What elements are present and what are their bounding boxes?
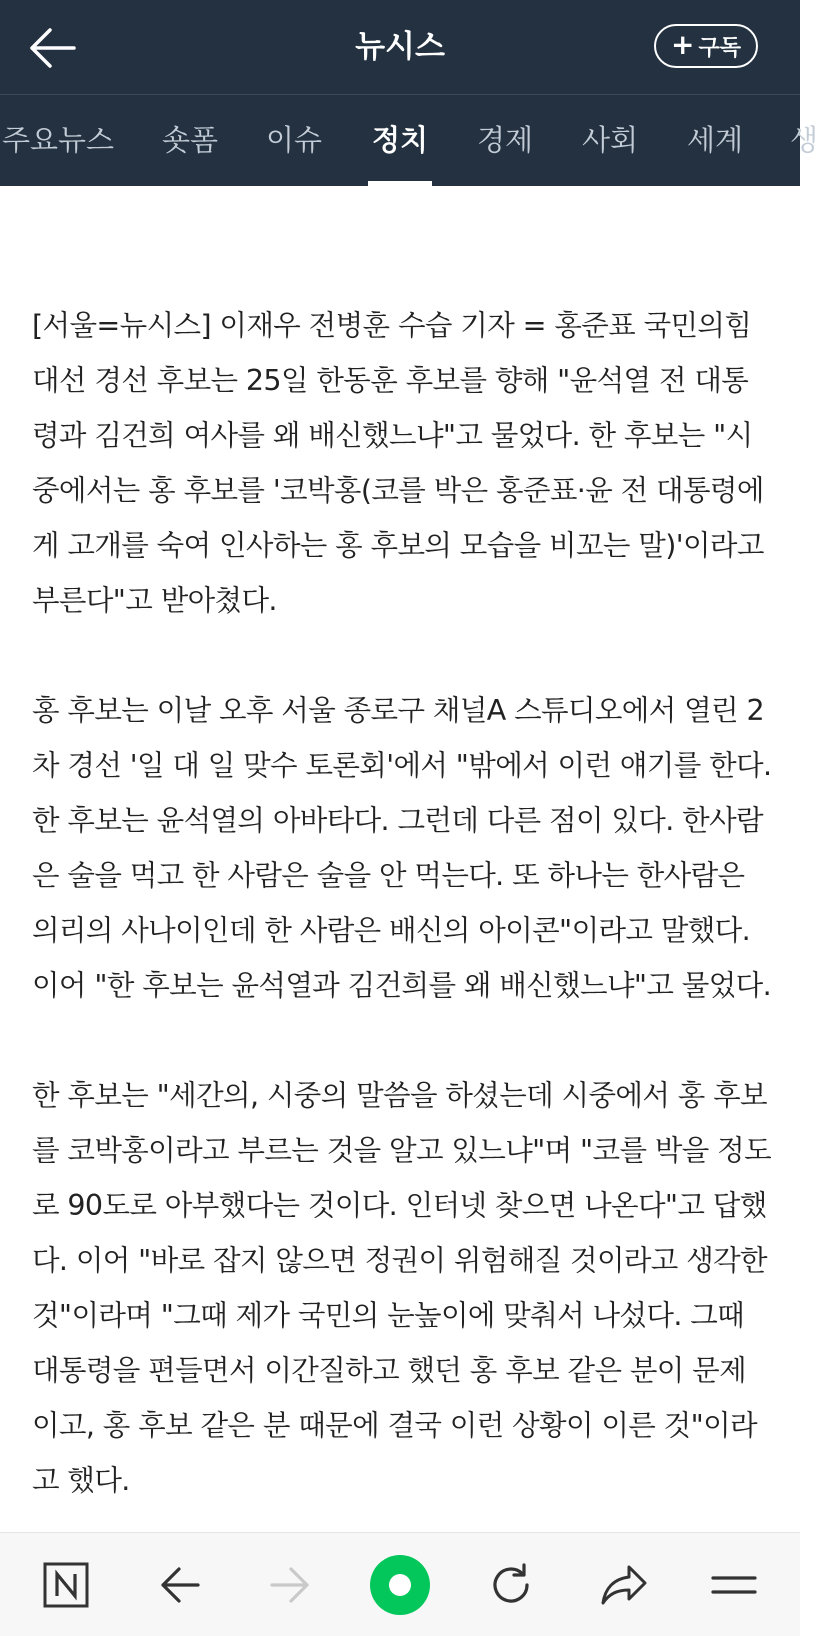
article-paragraph: 한 후보는 "세간의, 시중의 말씀을 하셨는데 시중에서 홍 후보를 코박홍이라고 부르는 것을 알고 있느냐"며 "코를 박을 정도로 90도로 아부했다는 것이다. 인터넷 찾으면 나온다"고 답했다. 이어 "바로 잡지 않으면 정권이 위험해질 것이라고 생각한 것"이라며 "그때 제가 국민의 눈높이에 맞춰서 나섰다. 그때 대통령을 편들면서 이간질하고 했던 홍 후보 같은 분이 문제이고, 홍 후보 같은 분 때문에 결국 이런 상황이 이른 것"이라고 했다. [32, 1079, 772, 1497]
share-button[interactable] [592, 1533, 656, 1636]
article-paragraph: 홍 후보는 이날 오후 서울 종로구 채널A 스튜디오에서 열린 2차 경선 '일 대 일 맞수 토론회'에서 "밖에서 이런 얘기를 한다. 한 후보는 윤석열의 아바타다. 그런데 다른 점이 있다. 한사람은 술을 먹고 한 사람은 술을 안 먹는다. 또 하나는 한사람은 의리의 사나이인데 한 사람은 배신의 아이콘"이라고 말했다. 이어 "한 후보는 윤석열과 김건희를 왜 배신했느냐"고 물었다. [32, 694, 772, 1002]
browser-back-button[interactable] [150, 1533, 210, 1636]
refresh-icon [487, 1561, 535, 1609]
back-button[interactable] [24, 22, 84, 74]
category-tabs [0, 95, 818, 186]
article-paragraph: [서울=뉴시스] 이재우 전병훈 수습 기자 = 홍준표 국민의힘 대선 경선 후보는 25일 한동훈 후보를 향해 "윤석열 전 대통령과 김건희 여사를 왜 배신했느냐"고 물었다. 한 후보는 "시중에서는 홍 후보를 '코박홍(코를 박은 홍준표·윤 전 대통령에게 고개를 숙여 인사하는 홍 후보의 모습을 비꼬는 말)'이라고 부른다"고 받아쳤다. [32, 309, 764, 617]
tab-main-news[interactable]: 주요뉴스 [2, 123, 115, 157]
menu-icon [710, 1570, 758, 1600]
tab-shorts[interactable]: 숏폼 [162, 123, 219, 157]
tab-world[interactable]: 세계 [687, 123, 744, 157]
browser-bottom-bar [0, 1532, 800, 1636]
page-title: 뉴시스 [355, 29, 445, 65]
app-header [0, 0, 818, 186]
subscribe-button[interactable] [654, 24, 758, 68]
tab-life[interactable]: 생 [790, 123, 818, 157]
green-dot-icon [368, 1553, 432, 1617]
tab-society[interactable]: 사회 [582, 123, 639, 157]
tab-politics[interactable]: 정치 [372, 123, 429, 157]
forward-arrow-icon [268, 1565, 312, 1605]
article-body [32, 298, 772, 1563]
menu-button[interactable] [706, 1533, 762, 1636]
tab-economy[interactable]: 경제 [477, 123, 534, 157]
green-dot-button[interactable] [368, 1533, 432, 1636]
back-arrow-icon [158, 1565, 202, 1605]
naver-home-icon [42, 1561, 90, 1609]
tab-issue[interactable]: 이슈 [266, 123, 323, 157]
share-icon [599, 1563, 649, 1607]
naver-home-button[interactable] [38, 1533, 94, 1636]
plus-icon: + [671, 27, 695, 61]
refresh-button[interactable] [480, 1533, 542, 1636]
browser-forward-button[interactable] [260, 1533, 320, 1636]
back-arrow-icon [24, 22, 84, 74]
subscribe-label: 구독 [698, 35, 741, 61]
top-bar [0, 0, 800, 94]
active-tab-indicator [368, 181, 432, 186]
